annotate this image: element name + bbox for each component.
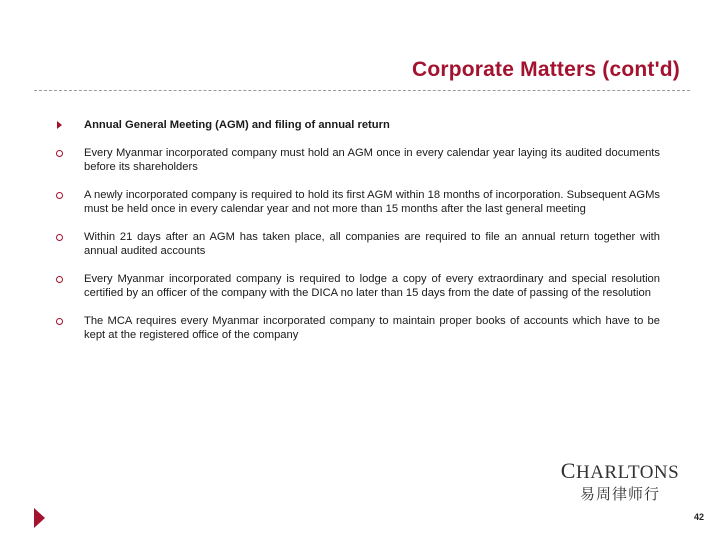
section-heading-text: Annual General Meeting (AGM) and filing of annual return: [84, 119, 390, 131]
ring-bullet-icon: [56, 276, 63, 283]
page-number: 42: [693, 512, 704, 522]
slide-title: Corporate Matters (cont'd): [411, 58, 680, 81]
title-divider: [34, 90, 690, 91]
list-item: [56, 230, 660, 259]
list-item: [56, 272, 660, 301]
triangle-bullet-icon: [57, 121, 62, 129]
list-item: [56, 146, 660, 175]
logo-rest: HARLTONS: [575, 462, 680, 483]
charltons-logo: [560, 458, 680, 504]
ring-bullet-icon: [56, 318, 63, 325]
ring-bullet-icon: [56, 192, 63, 199]
list-item-text: Within 21 days after an AGM has taken place, all companies are required to file an annual return together with annual audited accounts: [84, 230, 660, 257]
next-slide-arrow-icon[interactable]: [34, 508, 45, 528]
section-heading: [56, 118, 660, 133]
slide-content: [56, 118, 660, 356]
list-item-text: The MCA requires every Myanmar incorporated company to maintain proper books of accounts which have to be kept at the registered office of the company: [84, 314, 660, 341]
list-item: [56, 314, 660, 343]
list-item-text: A newly incorporated company is required to hold its first AGM within 18 months of incorporation. Subsequent AGMs must be held once in every calendar year and not more than 15 months after the last general meeting: [84, 188, 660, 215]
ring-bullet-icon: [56, 150, 63, 157]
list-item-text: Every Myanmar incorporated company is required to lodge a copy of every extraordinary and special resolution certified by an officer of the company with the DICA no later than 15 days from the date of passing of the resolution: [84, 272, 660, 299]
logo-chinese: 易周律师行: [579, 485, 660, 503]
list-item-text: Every Myanmar incorporated company must hold an AGM once in every calendar year laying its audited documents before its shareholders: [84, 146, 660, 173]
logo-english: [560, 458, 680, 484]
list-item: [56, 188, 660, 217]
ring-bullet-icon: [56, 234, 63, 241]
logo-initial: C: [560, 458, 576, 483]
